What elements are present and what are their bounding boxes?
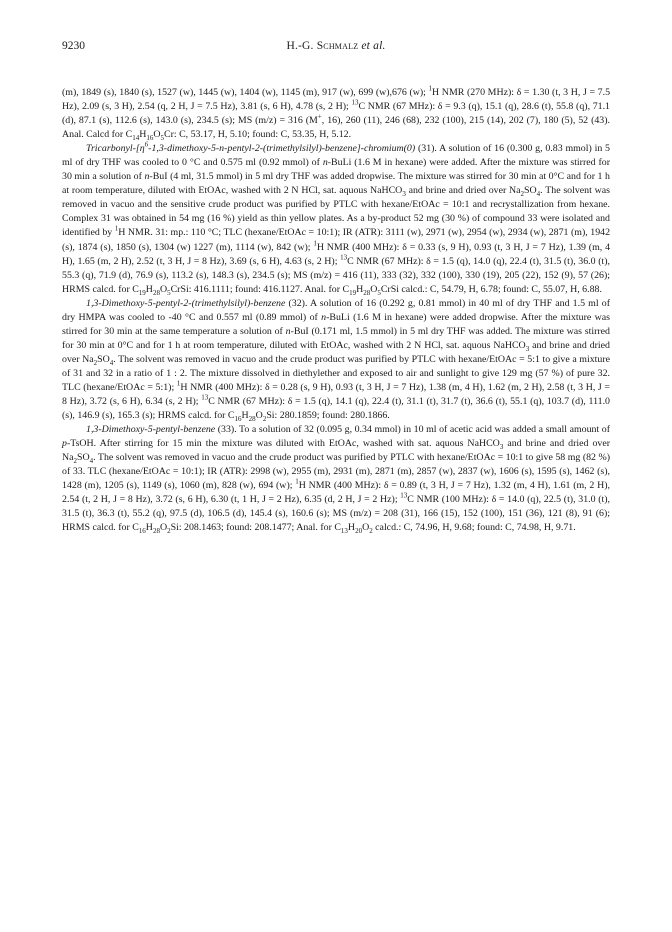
paragraph-continuation: (m), 1849 (s), 1840 (s), 1527 (w), 1445 (w), 1404 (w), 1145 (m), 917 (w), 699 (w),676 (w); $^1$H NMR (270 MHz): δ = 1.30 (t, 3 H, J = 7.5 Hz), 2.09 (s, 3 H), 2.54 (q, 2 H, J = 7.5 Hz), 3.81 (s, 6 H), 4.78 (s, 2 H); $^{13}$C NMR (67 MHz): δ = 9.3 (q), 15.1 (q), 28.6 (t), 55.8 (q), 71.1 (d), 87.1 (s), 112.6 (s), 143.0 (s), 234.5 (s); MS (m/z) = 316 (M+, 16), 260 (11), 246 (68), 232 (100), 215 (14), 202 (7), 180 (5), 52 (43). Anal. Calcd for $C_{14}H_{16}O_5Cr$: C, 53.17, H, 5.10; found: C, 53.35, H, 5.12. bbox=[62, 84, 611, 143]
compound-32-title: 1,3-Dimethoxy-5-pentyl-2-(trimethylsilyl)-benzene bbox=[86, 297, 286, 309]
page-header bbox=[62, 40, 610, 56]
body-text bbox=[62, 86, 610, 536]
paragraph-compound-33: 1,3-Dimethoxy-5-pentyl-benzene (33). To a solution of 32 (0.095 g, 0.34 mmol) in 10 ml of acetic acid was added a small amount of p-TsOH. After stirring for 15 min the mixture was diluted with EtOAc, washed with sat. aquous NaHCO$_3$ and brine and dried over $Na_2SO_4$. The solvent was removed in vacuo and the crude product was purified by PTLC with hexane/EtOAc = 10:1 to give 58 mg (82 %) of 33. TLC (hexane/EtOAc = 10:1); IR (ATR): 2998 (w), 2955 (m), 2931 (m), 2871 (m), 2857 (w), 2837 (w), 1606 (s), 1595 (s), 1462 (s), 1428 (m), 1205 (s), 1149 (s), 1060 (m), 828 (w), 694 (w); $^1$H NMR (400 MHz): δ = 0.89 (t, 3 H, J = 7 Hz), 1.32 (m, 4 H), 1.61 (m, 2 H), 2.54 (t, 2 H, J = 8 Hz), 3.72 (s, 6 H), 6.30 (t, 1 H, J = 2 Hz), 6.35 (d, 2 H, J = 2 Hz); $^{13}$C NMR (100 MHz): δ = 14.0 (q), 22.5 (t), 31.0 (t), 31.5 (t), 36.3 (t), 55.2 (q), 97.5 (d), 106.5 (d), 145.4 (s), 160.6 (s); MS (m/z) = 208 (31), 166 (15), 152 (100), 151 (36), 121 (8), 91 (6); HRMS calcd. for $C_{16}H_{28}O_2Si$: 208.1463; found: 208.1477; Anal. for $C_{13}H_{20}O_2$ calcd.: C, 74.96, H, 9.68; found: C, 74.98, H, 9.71. bbox=[62, 424, 611, 536]
running-head-author: H.-G. Schmalz bbox=[286, 40, 359, 52]
paragraph-compound-31: Tricarbonyl-$[\eta^6-1,3-dimethoxy-5-n-pentyl-2-(trimethylsilyl)-benzene]-chromium(0)$ (31). A solution of 16 (0.300 g, 0.83 mmol) in 5 ml of dry THF was cooled to 0 °C and 0.575 ml (0.92 mmol) of n-BuLi (1.6 M in hexane) were added. After the mixture was stirred for 30 min a solution of n-BuI (4 ml, 31.5 mmol) in 5 ml dry THF was added dropwise. The mixture was stirred for 30 min at 0°C and for 1 h at room temperature, diluted with EtOAc, washed with 2 N HCl, sat. aquous NaHCO$_3$ and brine and dried over $Na_2SO_4$. The solvent was removed in vacuo and the sensitive crude product was purified by PTLC with hexane/EtOAc = 10:1 and recrystallization from hexane. Complex 31 was obtained in 54 mg (16 %) yield as thin yellow plates. As a by-product 52 mg (30 %) of compound 33 were isolated and identified by $^1$H NMR. 31: mp.: 110 °C; TLC (hexane/EtOAc = 10:1); IR (ATR): 3111 (w), 2971 (w), 2954 (w), 2934 (w), 2871 (m), 1942 (s), 1874 (s), 1850 (s), 1304 (w) 1227 (m), 1114 (w), 842 (w); $^1$H NMR (400 MHz): δ = 0.33 (s, 9 H), 0.93 (t, 3 H, J = 7 Hz), 1.39 (m, 4 H), 1.65 (m, 2 H), 2.52 (t, 3 H, J = 8 Hz), 3.69 (s, 6 H), 4.63 (s, 2 H); $^{13}$C NMR (67 MHz): δ = 1.5 (q), 14.0 (q), 22.4 (t), 31.5 (t), 36.0 (t), 55.3 (q), 71.9 (d), 76.9 (s), 113.2 (s), 148.3 (s), 234.5 (s); MS (m/z) = 416 (11), 333 (32), 332 (100), 330 (19), 205 (22), 152 (9), 57 (26); HRMS calcd. for $C_{19}H_{28}O_5CrSi$: 416.1111; found: 416.1127. Anal. for $C_{19}H_{28}O_5CrSi$ calcd.: C, 54.79, H, 6.78; found: C, 55.07, H, 6.88. bbox=[62, 140, 611, 297]
running-head bbox=[62, 40, 610, 52]
paragraph-compound-32: 1,3-Dimethoxy-5-pentyl-2-(trimethylsilyl)-benzene (32). A solution of 16 (0.292 g, 0.81 mmol) in 40 ml of dry THF and 1.5 ml of dry HMPA was cooled to -40 °C and 0.557 ml (0.89 mmol) of n-BuLi (1.6 M in hexane) were added dropwise. After the mixture was stirred for 30 min at the same temperature a solution of n-BuI (0.171 ml, 1.5 mmol) in 5 ml dry THF was added. The mixture was stirred for 30 min at 0°C and for 1 h at room temperature, diluted with EtOAc, washed with 2 N HCl, sat. aquous NaHCO$_3$ and brine and dried over $Na_2SO_4$. The solvent was removed in vacuo and the crude product was purified by PTLC with hexane/EtOAc = 5:1 to give a mixture of 31 and 32 in a ratio of 1 : 2. The mixture dissolved in diethylether and exposed to air and sunlight to give 129 mg (57 %) of pure 32. TLC (hexane/EtOAc = 5:1); $^1$H NMR (400 MHz): δ = 0.28 (s, 9 H), 0.93 (t, 3 H, J = 7 Hz), 1.38 (m, 4 H), 1.62 (m, 2 H), 2.58 (t, 3 H, J = 8 Hz), 3.72 (s, 6 H), 6.34 (s, 2 H); $^{13}$C NMR (67 MHz): δ = 1.5 (q), 14.1 (q), 22.4 (t), 31.1 (t), 31.7 (t), 36.6 (t), 55.1 (q), 103.7 (d), 111.0 (s), 146.9 (s), 165.3 (s); HRMS calcd. for $C_{16}H_{28}O_2Si$: 280.1859; found: 280.1866. bbox=[62, 297, 610, 424]
compound-33-title: 1,3-Dimethoxy-5-pentyl-benzene bbox=[86, 424, 216, 436]
page-number: 9230 bbox=[62, 40, 85, 52]
compound-31-title: Tricarbonyl-$[\eta^6-1,3-dimethoxy-5-n-pentyl-2-(trimethylsilyl)-benzene]-chromium(0)$ bbox=[86, 140, 416, 155]
running-head-etal: et al. bbox=[361, 40, 386, 52]
